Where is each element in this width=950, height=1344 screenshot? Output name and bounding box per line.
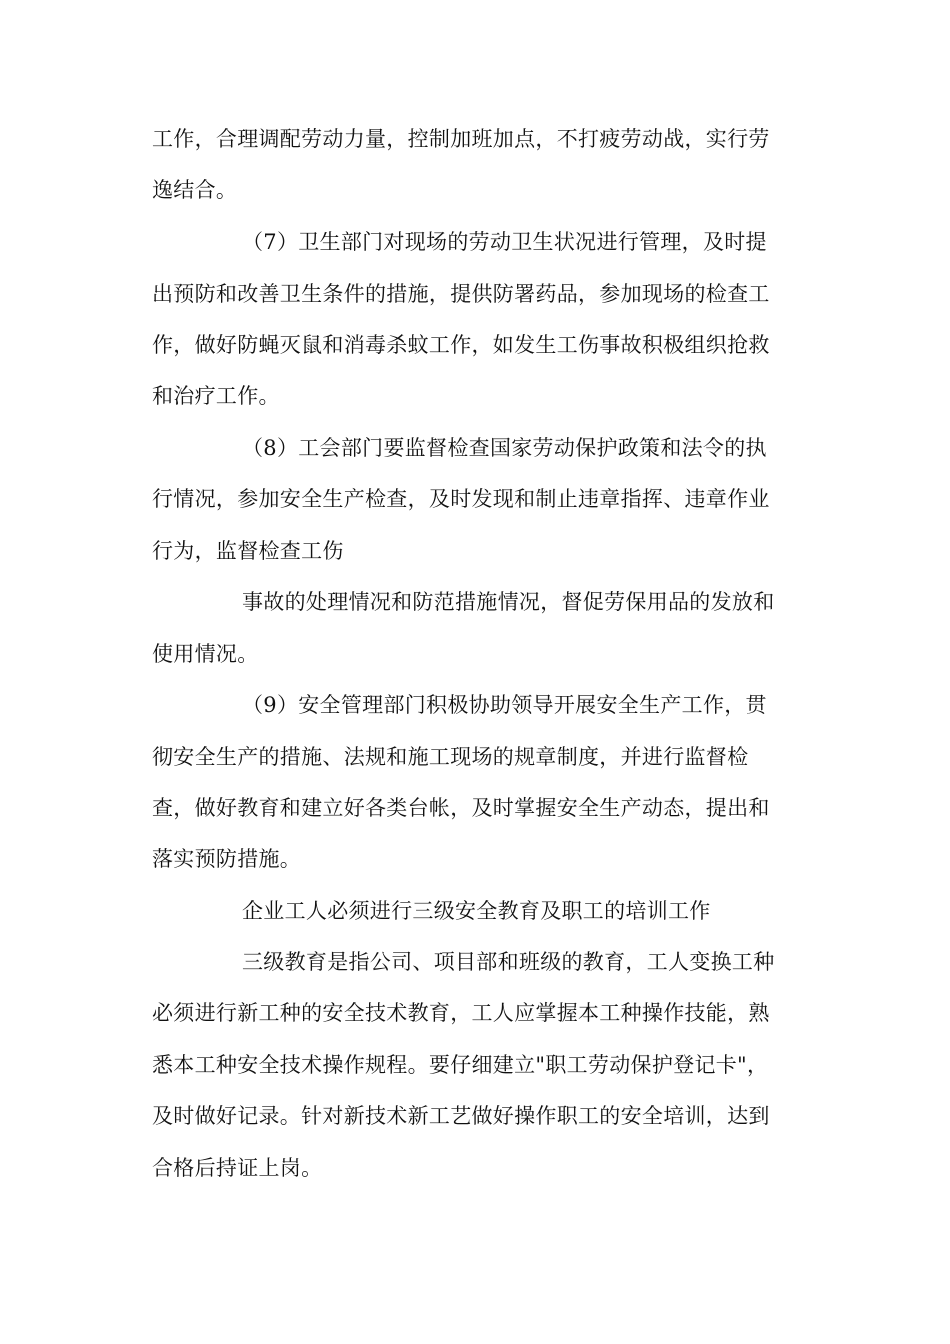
text-line: 行情况，参加安全生产检查，及时发现和制止违章指挥、违章作业 (152, 487, 770, 511)
section-heading: 企业工人必须进行三级安全教育及职工的培训工作 (242, 899, 711, 923)
text-line: 使用情况。 (152, 642, 259, 666)
text-line: 和治疗工作。 (152, 384, 280, 408)
text-line: 彻安全生产的措施、法规和施工现场的规章制度，并进行监督检 (152, 745, 749, 769)
text-line: 三级教育是指公司、项目部和班级的教育，工人变换工种 (242, 950, 775, 974)
text-line: 工作，合理调配劳动力量，控制加班加点，不打疲劳动战，实行劳 (152, 127, 770, 151)
paragraph-9-heading-line: （9）安全管理部门积极协助领导开展安全生产工作，贯 (242, 693, 767, 717)
paragraph-8-heading-line: （8）工会部门要监督检查国家劳动保护政策和法令的执 (242, 436, 767, 460)
text-line: 悉本工种安全技术操作规程。要仔细建立"职工劳动保护登记卡"， (152, 1053, 769, 1077)
text-line: 落实预防措施。 (152, 847, 302, 871)
text-line: 行为，监督检查工伤 (152, 539, 344, 563)
text-line: 必须进行新工种的安全技术教育，工人应掌握本工种操作技能，熟 (152, 1001, 770, 1025)
text-line: 及时做好记录。针对新技术新工艺做好操作职工的安全培训，达到 (152, 1104, 770, 1128)
text-line: 合格后持证上岗。 (152, 1156, 323, 1180)
text-line: 出预防和改善卫生条件的措施，提供防署药品，参加现场的检查工 (152, 282, 770, 306)
text-line: 作，做好防蝇灭鼠和消毒杀蚊工作，如发生工伤事故积极组织抢救 (152, 333, 770, 357)
paragraph-7-heading-line: （7）卫生部门对现场的劳动卫生状况进行管理，及时提 (242, 230, 767, 254)
text-line: 查，做好教育和建立好各类台帐，及时掌握安全生产动态，提出和 (152, 796, 770, 820)
text-line: 事故的处理情况和防范措施情况，督促劳保用品的发放和 (242, 590, 775, 614)
text-line: 逸结合。 (152, 178, 238, 202)
